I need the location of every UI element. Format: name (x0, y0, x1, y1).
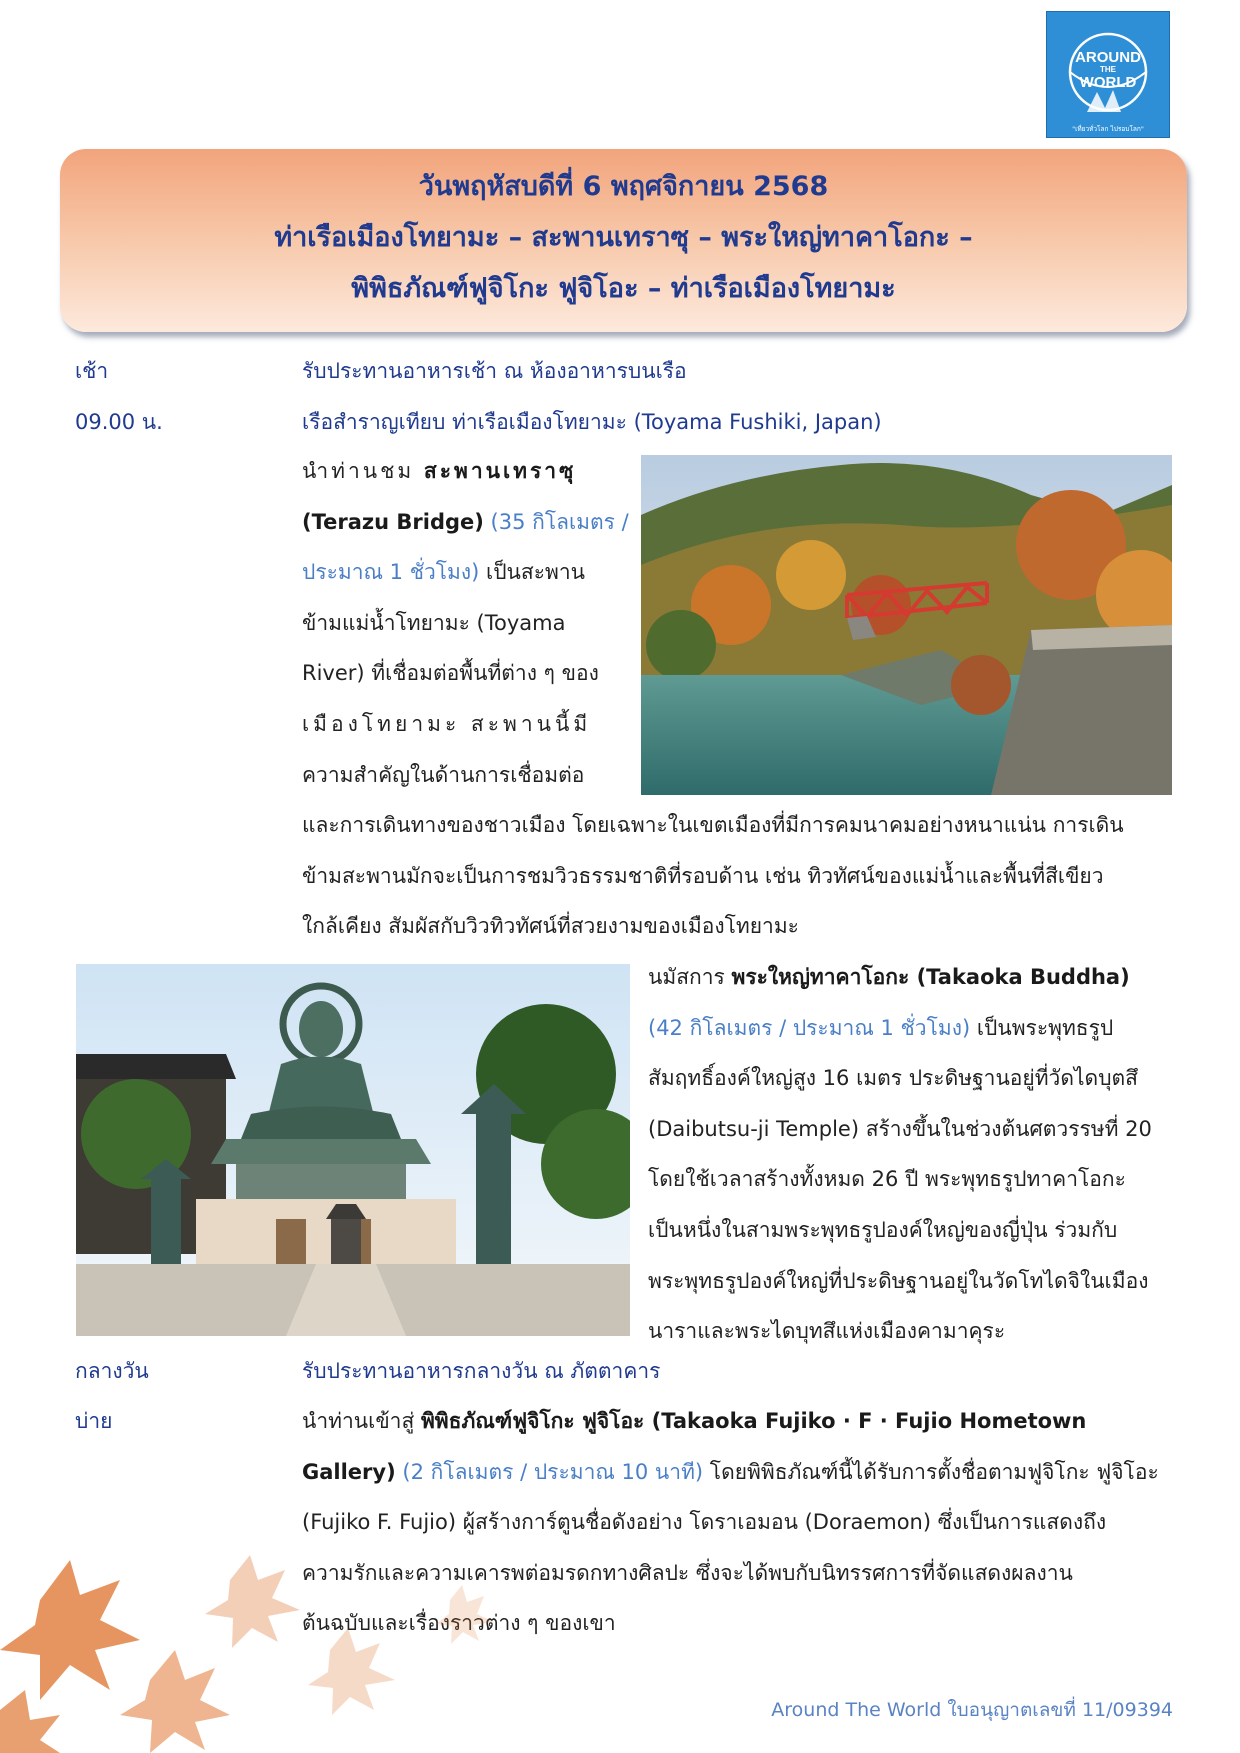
terazu-line-7: ความสำคัญในด้านการเชื่อมต่อ (302, 762, 585, 787)
fujiko-name2: Gallery) (302, 1459, 396, 1484)
day-header-banner (60, 149, 1187, 332)
lunch-item: รับประทานอาหารกลางวัน ณ ภัตตาคาร (302, 1359, 661, 1383)
terazu-bridge-photo (641, 455, 1172, 795)
terazu-bridge-paragraph-cont (302, 800, 1172, 952)
fujiko-lead: นำท่านเข้าสู่ (302, 1409, 415, 1433)
route-heading-line2: พิพิธภัณฑ์ฟูจิโกะ ฟูจิโอะ – ท่าเรือเมืองโทยามะ (351, 273, 896, 304)
cruise-docking-item: เรือสำราญเทียบ ท่าเรือเมืองโทยามะ (Toyama Fushiki, Japan) (302, 410, 882, 434)
takaoka-buddha-photo (76, 964, 630, 1336)
terazu-line-2 (302, 497, 629, 548)
buddha-line-3: สัมฤทธิ์องค์ใหญ่สูง 16 เมตร ประดิษฐานอยู่ที่วัดไดบุตสึ (648, 1066, 1138, 1091)
buddha-info: (42 กิโลเมตร / ประมาณ 1 ชั่วโมง) (648, 1015, 971, 1040)
terazu-line-5: River) ที่เชื่อมต่อพื้นที่ต่าง ๆ ของ (302, 661, 599, 686)
breakfast-item: รับประทานอาหารเช้า ณ ห้องอาหารบนเรือ (302, 359, 687, 383)
fujiko-l2b: โดยพิพิธภัณฑ์นี้ได้รับการตั้งชื่อตามฟูจิโกะ ฟูจิโอะ (709, 1459, 1159, 1484)
fujiko-line-3: (Fujiko F. Fujio) ผู้สร้างการ์ตูนชื่อดังอย่าง โดราเอมอน (Doraemon) ซึ่งเป็นการแสดงถึง (302, 1510, 1107, 1535)
logo-tagline: "เที่ยวทั่วโลก ไปรอบโลก" (1072, 125, 1144, 133)
terazu-line-1 (302, 446, 624, 497)
company-logo (1046, 11, 1170, 138)
buddha-line-5: โดยใช้เวลาสร้างทั้งหมด 26 ปี พระพุทธรูปทาคาโอกะ (648, 1167, 1126, 1192)
terazu-line-4: ข้ามแม่น้ำโทยามะ (Toyama (302, 610, 566, 635)
fujiko-line-2 (302, 1447, 1172, 1498)
terazu-line-9: ข้ามสะพานมักจะเป็นการชมวิวธรรมชาติที่รอบด้าน เช่น ทิวทัศน์ของแม่น้ำและพื้นที่สีเขียว (302, 863, 1104, 888)
terazu-distance: (35 กิโลเมตร / (490, 509, 629, 534)
globe-logo-icon (1047, 12, 1169, 137)
terazu-name: สะพานเทราซุ (423, 459, 577, 483)
time-label-lunch: กลางวัน (75, 1359, 149, 1383)
time-label-afternoon: บ่าย (75, 1409, 113, 1433)
buddha-line-4: (Daibutsu-ji Temple) สร้างขึ้นในช่วงต้นศตวรรษที่ 20 (648, 1116, 1152, 1141)
terazu-line-10: ใกล้เคียง สัมผัสกับวิวทิวทัศน์ที่สวยงามของเมืองโทยามะ (302, 914, 799, 939)
fujiko-line-5: ต้นฉบับและเรื่องราวต่าง ๆ ของเขา (302, 1611, 616, 1636)
terazu-bridge-paragraph (302, 446, 629, 800)
fujiko-line-1 (302, 1396, 1172, 1447)
buddha-lead: นมัสการ (648, 965, 725, 989)
logo-line2: THE (1100, 65, 1116, 74)
terazu-duration: ประมาณ 1 ชั่วโมง) (302, 560, 480, 585)
terazu-name-en: (Terazu Bridge) (302, 509, 484, 534)
time-label-morning: เช้า (75, 359, 109, 383)
logo-line1: AROUND (1075, 49, 1141, 66)
terazu-lead: นำท่านชม (302, 459, 415, 483)
fujiko-line-4: ความรักและความเคารพต่อมรดกทางศิลปะ ซึ่งจะได้พบกับนิทรรศการที่จัดแสดงผลงาน (302, 1560, 1073, 1585)
terazu-line-3 (302, 547, 624, 598)
buddha-line-8: นาราและพระไดบุทสึแห่งเมืองคามาคุระ (648, 1319, 1006, 1344)
autumn-leaves-decoration-icon (0, 1540, 560, 1753)
day-date-heading: วันพฤหัสบดีที่ 6 พฤศจิกายน 2568 (418, 171, 829, 202)
buddha-line-1 (648, 952, 1172, 1003)
buddha-line-7: พระพุทธรูปองค์ใหญ่ที่ประดิษฐานอยู่ในวัดโทไดจิในเมือง (648, 1268, 1149, 1293)
footer-license: Around The World ใบอนุญาตเลขที่ 11/09394 (771, 1699, 1173, 1721)
logo-line3: WORLD (1079, 74, 1137, 91)
buddha-line-2 (648, 1003, 1172, 1054)
takaoka-buddha-paragraph (648, 952, 1172, 1357)
buddha-l2b: เป็นพระพุทธรูป (976, 1015, 1114, 1040)
terazu-line-6: เมืองโทยามะ สะพานนี้มี (302, 711, 592, 736)
route-heading-line1: ท่าเรือเมืองโทยามะ – สะพานเทราซุ – พระใหญ่ทาคาโอกะ – (274, 222, 973, 253)
buddha-line-6: เป็นหนึ่งในสามพระพุทธรูปองค์ใหญ่ของญี่ปุ่น ร่วมกับ (648, 1217, 1118, 1242)
terazu-l3: เป็นสะพาน (486, 560, 585, 585)
terazu-line-8: และการเดินทางของชาวเมือง โดยเฉพาะในเขตเมืองที่มีการคมนาคมอย่างหนาแน่น การเดิน (302, 813, 1124, 837)
fujiko-name: พิพิธภัณฑ์ฟูจิโกะ ฟูจิโอะ (Takaoka Fujiko · F · Fujio Hometown (420, 1409, 1087, 1433)
buddha-name: พระใหญ่ทาคาโอกะ (Takaoka Buddha) (731, 965, 1130, 989)
time-label-0900: 09.00 น. (75, 410, 163, 434)
fujiko-info: (2 กิโลเมตร / ประมาณ 10 นาที) (402, 1459, 704, 1484)
